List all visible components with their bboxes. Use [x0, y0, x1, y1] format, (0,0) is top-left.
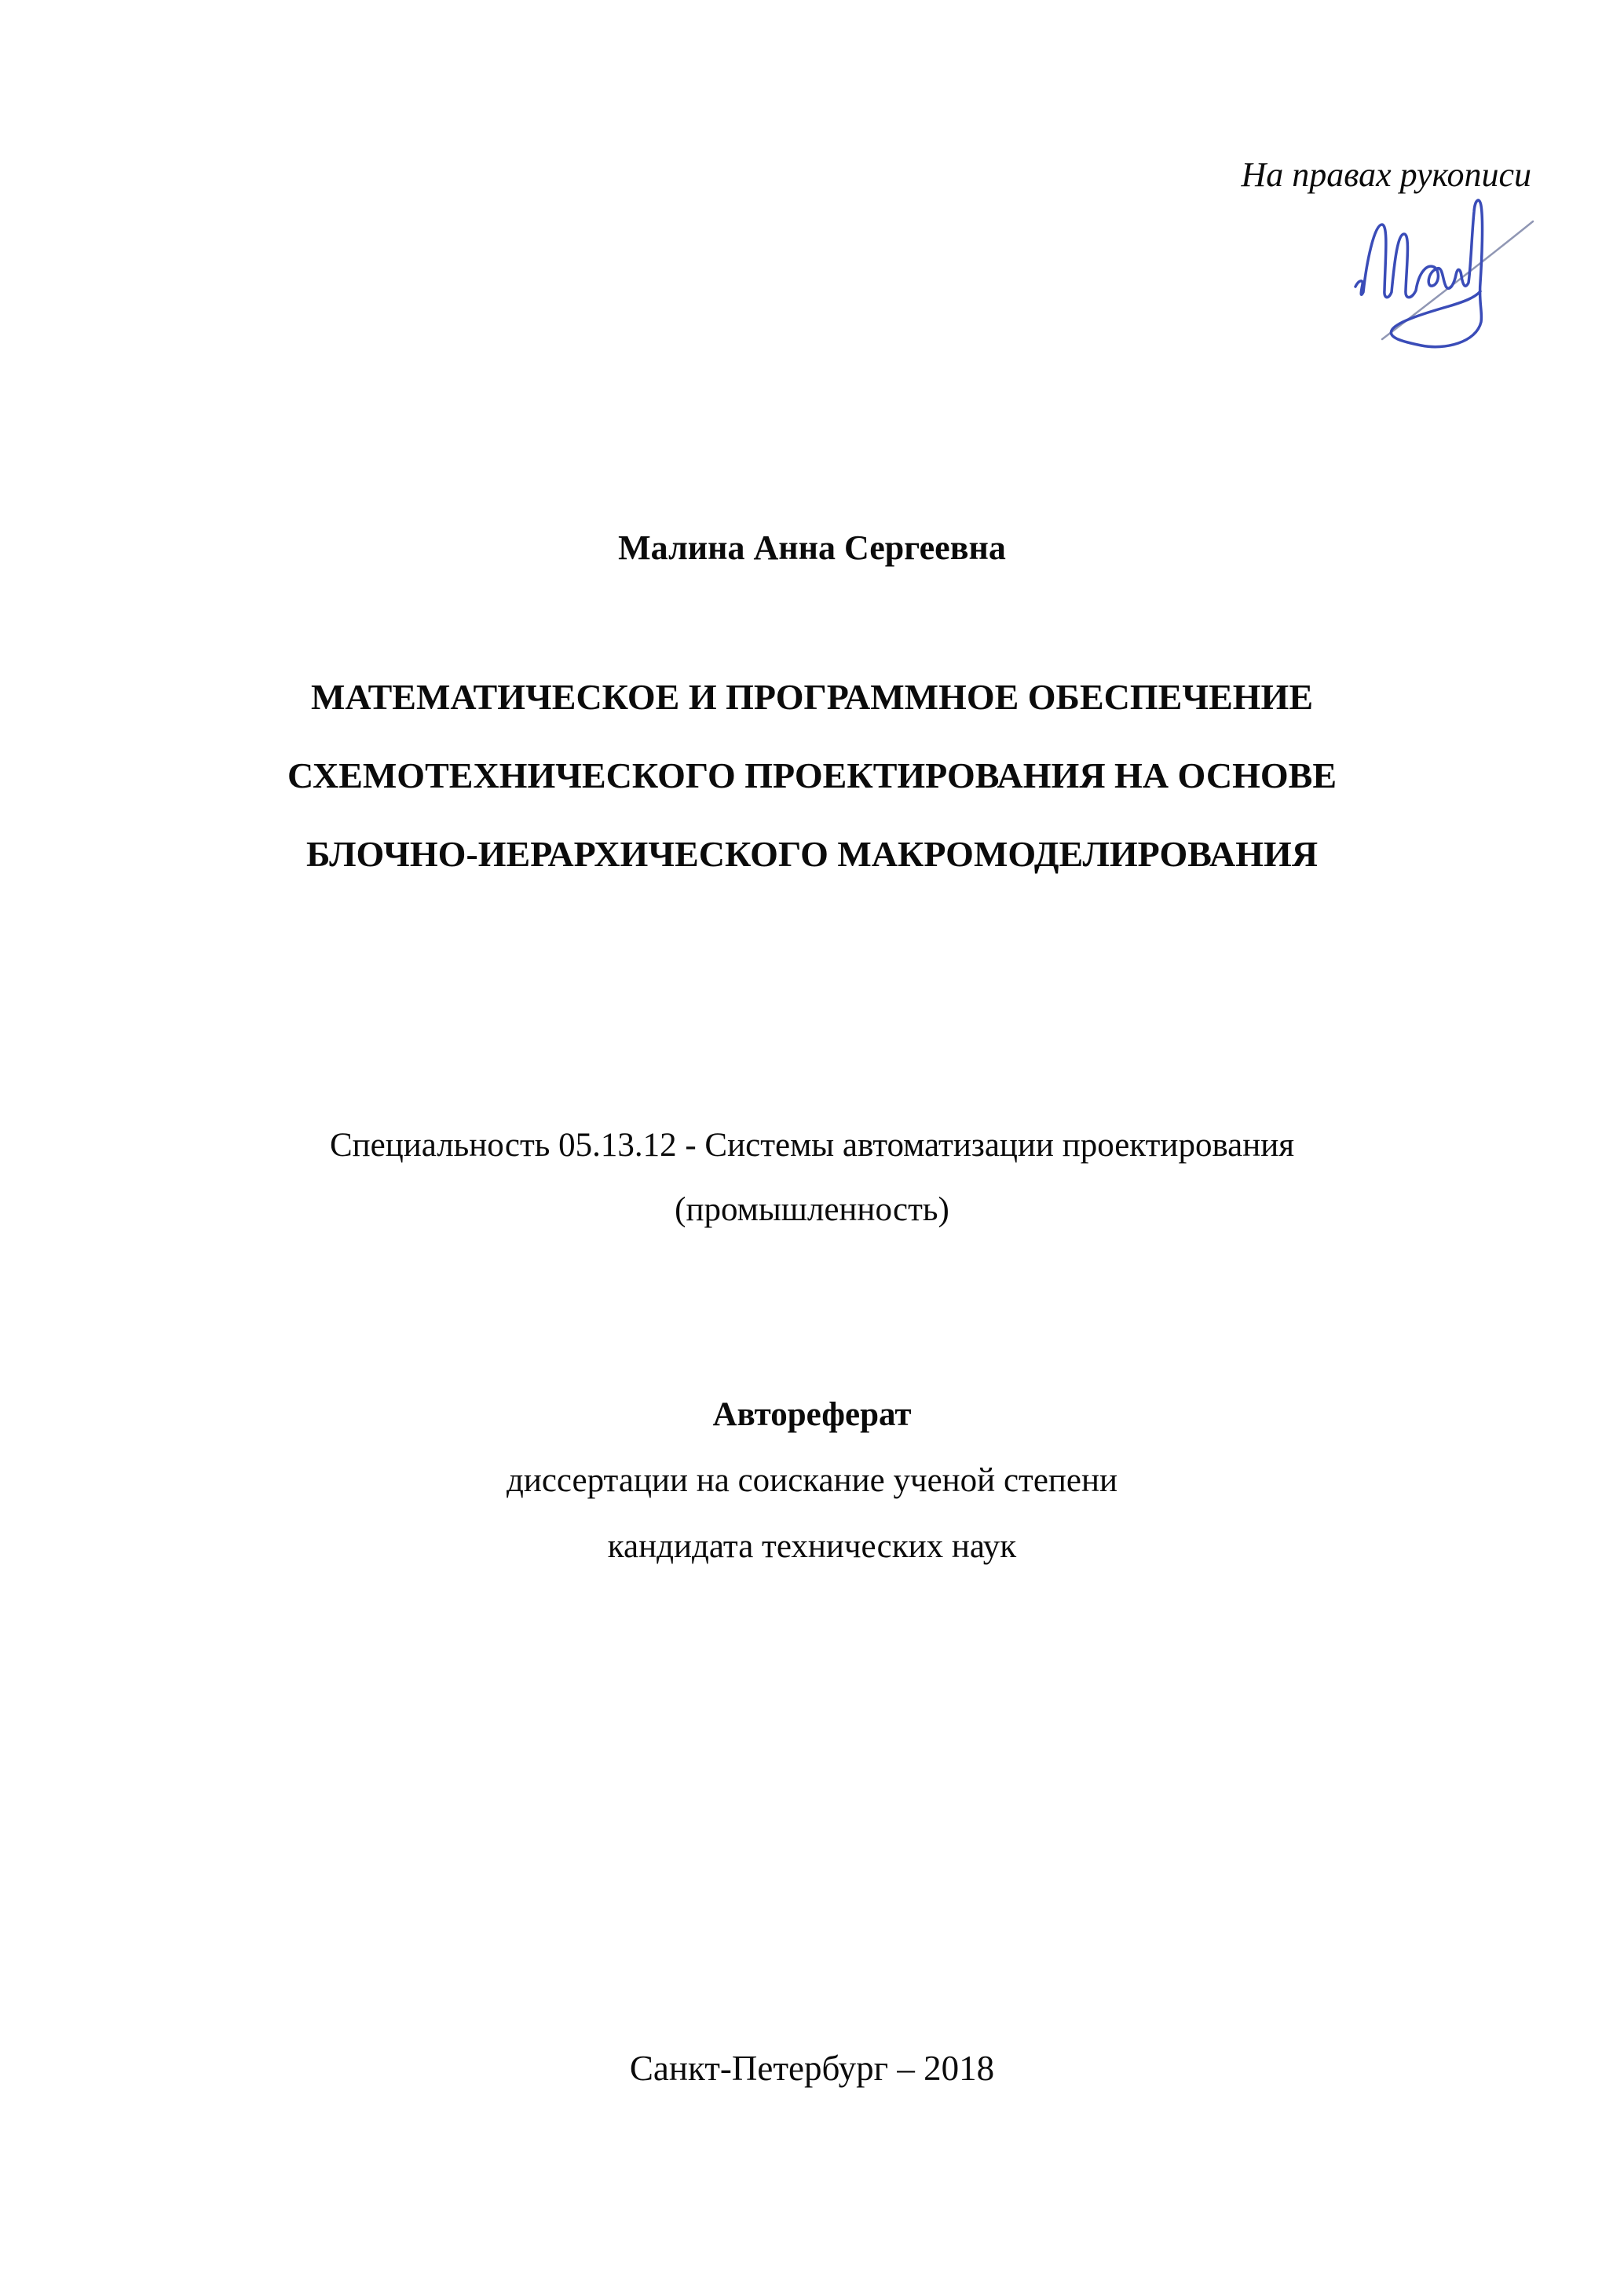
author-name: Малина Анна Сергеевна	[618, 528, 1006, 567]
specialty-line-2: (промышленность)	[675, 1191, 949, 1228]
specialty-line-1: Специальность 05.13.12 - Системы автоматизации проектирования	[329, 1127, 1295, 1164]
abstract-heading: Автореферат	[712, 1396, 912, 1433]
city-year-footer: Санкт-Петербург – 2018	[629, 2049, 995, 2088]
manuscript-rights-note: На правах рукописи	[1241, 155, 1531, 194]
abstract-line-2: кандидата технических наук	[607, 1528, 1017, 1565]
dissertation-title	[0, 658, 1624, 894]
title-line-2: СХЕМОТЕХНИЧЕСКОГО ПРОЕКТИРОВАНИЯ НА ОСНОВЕ	[287, 755, 1337, 795]
title-line-3: БЛОЧНО-ИЕРАРХИЧЕСКОГО МАКРОМОДЕЛИРОВАНИЯ	[305, 834, 1319, 874]
abstract-block	[0, 1382, 1624, 1580]
abstract-line-1: диссертации на соискание ученой степени	[506, 1462, 1118, 1499]
specialty-block	[0, 1113, 1624, 1242]
signature-ink-stroke	[1355, 200, 1483, 347]
signature-image	[1319, 188, 1539, 377]
title-line-1: МАТЕМАТИЧЕСКОЕ И ПРОГРАММНОЕ ОБЕСПЕЧЕНИЕ	[310, 677, 1314, 717]
